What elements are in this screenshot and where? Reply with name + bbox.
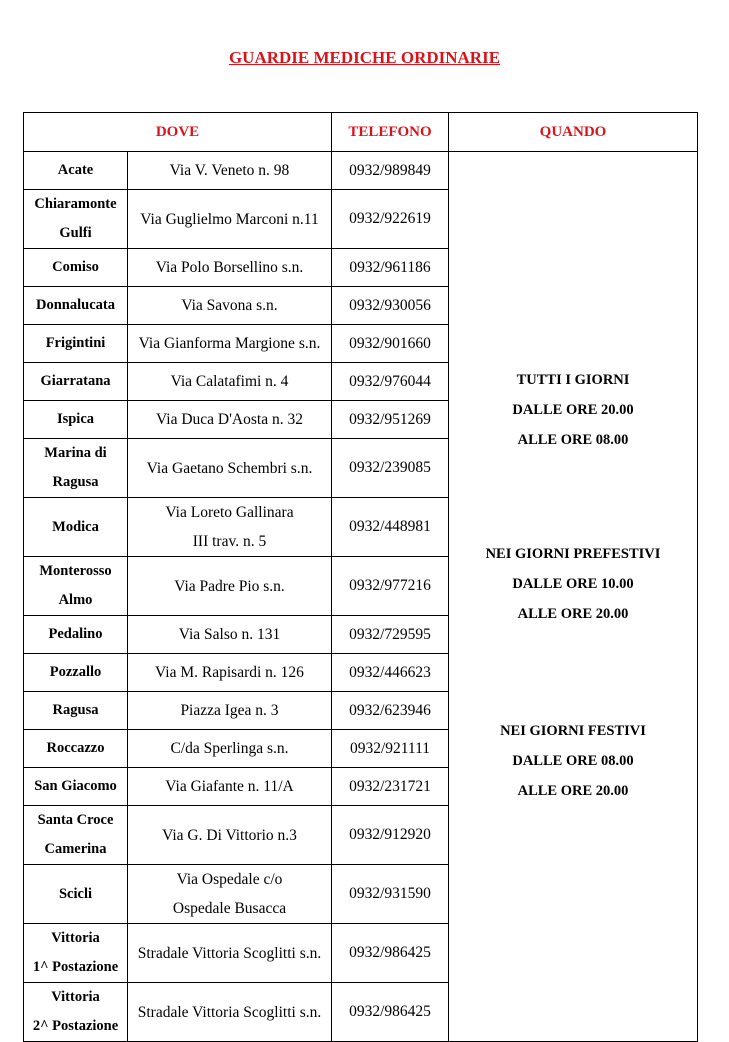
address-text: Via Padre Pio s.n. (174, 577, 285, 595)
phone-cell: 0932/922619 (332, 190, 449, 249)
address-cell (128, 363, 332, 401)
address-text: Via Gianforma Margione s.n. (138, 335, 321, 352)
address-text: Stradale Vittoria Scoglitti s.n. (137, 944, 322, 962)
address-text: Piazza Igea n. 3 (180, 702, 279, 719)
city-cell (24, 325, 128, 363)
city-cell (24, 865, 128, 924)
city-cell (24, 806, 128, 865)
address-cell (128, 401, 332, 439)
phone-cell: 0932/986425 (332, 983, 449, 1042)
address-text: Via Ospedale c/o (176, 871, 283, 888)
schedule-block (449, 365, 697, 455)
address-cell (128, 616, 332, 654)
address-text: Ospedale Busacca (172, 900, 287, 917)
page-title: GUARDIE MEDICHE ORDINARIE (228, 48, 501, 67)
city-name: Frigintini (45, 335, 106, 351)
phone-cell: 0932/951269 (332, 401, 449, 439)
city-name: Vittoria (51, 930, 100, 946)
address-text: Via Giafante n. 11/A (165, 778, 294, 795)
city-cell (24, 498, 128, 557)
address-text: Via Salso n. 131 (178, 626, 281, 643)
city-cell (24, 654, 128, 692)
city-name: Donnalucata (36, 297, 115, 313)
address-text: Via Gaetano Schembri s.n. (146, 459, 313, 477)
phone-cell: 0932/448981 (332, 498, 449, 557)
phone-cell: 0932/931590 (332, 865, 449, 924)
city-cell (24, 439, 128, 498)
address-cell (128, 983, 332, 1042)
city-cell (24, 768, 128, 806)
city-name: Pozzallo (49, 664, 102, 680)
city-name: Pedalino (48, 626, 103, 642)
address-text: C/da Sperlinga s.n. (170, 740, 289, 757)
header-row (24, 113, 698, 152)
address-text: Via Guglielmo Marconi n.11 (140, 210, 319, 228)
phone-cell: 0932/989849 (332, 152, 449, 190)
phone-cell: 0932/986425 (332, 924, 449, 983)
city-name: Ragusa (52, 702, 99, 718)
phone-cell: 0932/912920 (332, 806, 449, 865)
city-name: Modica (52, 518, 99, 535)
phone-cell: 0932/231721 (332, 768, 449, 806)
city-name: Vittoria (51, 989, 100, 1005)
address-cell (128, 498, 332, 557)
city-cell (24, 616, 128, 654)
city-cell (24, 152, 128, 190)
schedule-line: TUTTI I GIORNI (516, 371, 630, 388)
city-name: Almo (58, 592, 93, 608)
phone-cell: 0932/446623 (332, 654, 449, 692)
city-cell (24, 401, 128, 439)
schedule-line: DALLE ORE 08.00 (512, 752, 634, 769)
address-cell (128, 190, 332, 249)
address-cell (128, 924, 332, 983)
city-name: Ispica (56, 411, 95, 427)
city-name: Comiso (52, 259, 99, 275)
city-name: 1^ Postazione (32, 959, 119, 975)
city-cell (24, 287, 128, 325)
schedule-block (449, 716, 697, 806)
city-name: Acate (57, 162, 94, 178)
city-cell (24, 924, 128, 983)
address-cell (128, 654, 332, 692)
address-cell (128, 557, 332, 616)
phone-cell: 0932/930056 (332, 287, 449, 325)
city-cell (24, 557, 128, 616)
schedule-line: ALLE ORE 20.00 (517, 605, 629, 622)
city-name: Ragusa (52, 474, 99, 490)
city-cell (24, 190, 128, 249)
city-name: Monterosso (39, 563, 112, 579)
address-cell (128, 806, 332, 865)
city-name: San Giacomo (34, 778, 117, 794)
phone-cell: 0932/921111 (332, 730, 449, 768)
city-cell (24, 363, 128, 401)
phone-cell: 0932/961186 (332, 249, 449, 287)
address-cell (128, 249, 332, 287)
address-cell (128, 439, 332, 498)
address-text: III trav. n. 5 (192, 533, 267, 550)
address-cell (128, 325, 332, 363)
table-body (24, 152, 698, 1042)
header-telefono: TELEFONO (332, 113, 449, 152)
phone-cell: 0932/901660 (332, 325, 449, 363)
phone-cell: 0932/729595 (332, 616, 449, 654)
schedule-line: ALLE ORE 20.00 (517, 782, 629, 799)
address-text: Stradale Vittoria Scoglitti s.n. (137, 1003, 322, 1021)
quando-cell (449, 152, 698, 1042)
city-name: Santa Croce (37, 812, 114, 828)
city-name: 2^ Postazione (32, 1018, 119, 1034)
address-text: Via Polo Borsellino s.n. (155, 259, 304, 276)
city-cell (24, 249, 128, 287)
address-text: Via M. Rapisardi n. 126 (155, 664, 304, 681)
schedule-line: NEI GIORNI FESTIVI (500, 722, 646, 739)
city-name: Giarratana (40, 373, 111, 389)
city-name: Scicli (58, 885, 93, 902)
city-name: Marina di (44, 445, 107, 461)
address-text: Via Duca D'Aosta n. 32 (156, 411, 303, 428)
address-cell (128, 865, 332, 924)
phone-cell: 0932/239085 (332, 439, 449, 498)
schedule-block (449, 539, 697, 629)
city-name: Chiaramonte (34, 196, 117, 212)
city-name: Gulfi (59, 225, 92, 241)
guardie-table (23, 112, 698, 1042)
city-name: Roccazzo (46, 740, 105, 756)
schedule-line: DALLE ORE 20.00 (512, 401, 634, 418)
address-cell (128, 692, 332, 730)
address-cell (128, 768, 332, 806)
address-text: Via Loreto Gallinara (165, 504, 294, 521)
address-cell (128, 287, 332, 325)
phone-cell: 0932/623946 (332, 692, 449, 730)
address-text: Via Calatafimi n. 4 (170, 373, 289, 390)
city-cell (24, 692, 128, 730)
table-row (24, 152, 698, 190)
city-cell (24, 730, 128, 768)
phone-cell: 0932/976044 (332, 363, 449, 401)
schedule-line: ALLE ORE 08.00 (517, 431, 629, 448)
address-text: Via V. Veneto n. 98 (169, 162, 290, 179)
address-text: Via G. Di Vittorio n.3 (162, 826, 297, 844)
schedule-line: DALLE ORE 10.00 (512, 575, 634, 592)
schedule-line: NEI GIORNI PREFESTIVI (485, 545, 661, 562)
address-text: Via Savona s.n. (181, 297, 278, 314)
header-dove: DOVE (24, 113, 332, 152)
phone-cell: 0932/977216 (332, 557, 449, 616)
address-cell (128, 152, 332, 190)
address-cell (128, 730, 332, 768)
header-quando: QUANDO (449, 113, 698, 152)
city-cell (24, 983, 128, 1042)
city-name: Camerina (44, 841, 107, 857)
